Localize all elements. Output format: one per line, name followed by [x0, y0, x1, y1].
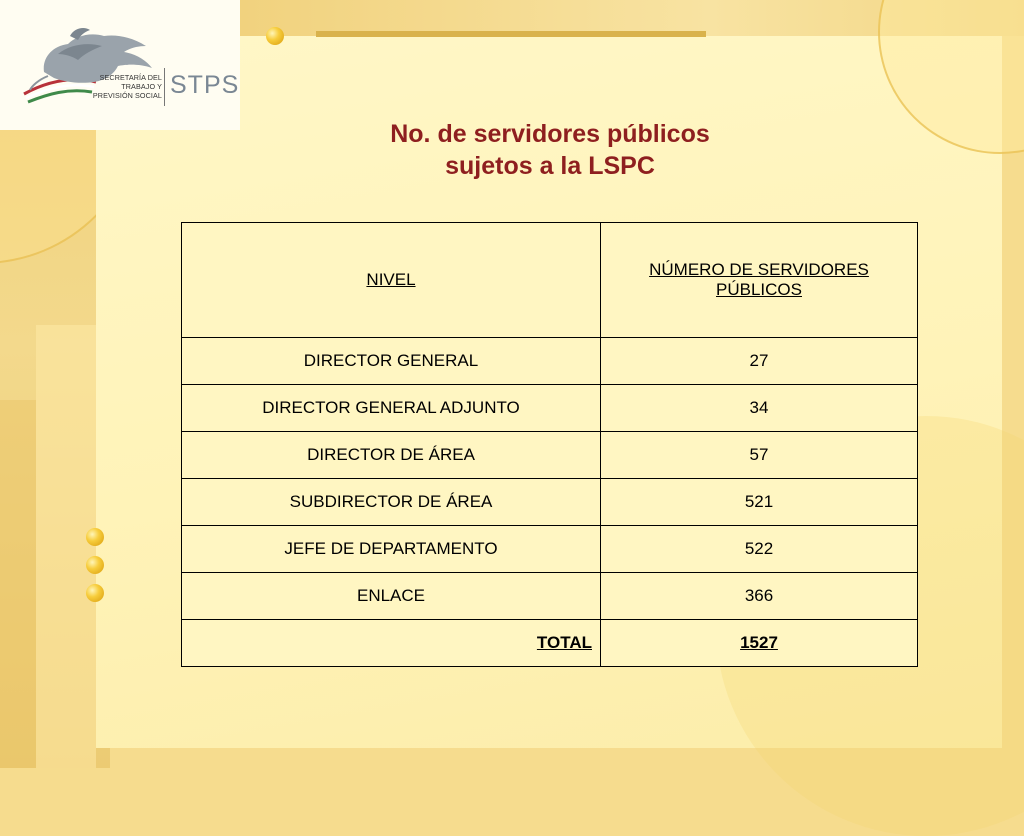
level-cell: SUBDIRECTOR DE ÁREA [182, 479, 601, 526]
level-cell: ENLACE [182, 573, 601, 620]
count-cell: 34 [601, 385, 918, 432]
level-cell: DIRECTOR GENERAL ADJUNTO [182, 385, 601, 432]
logo-divider [164, 68, 165, 106]
logo-acronym: STPS [170, 71, 240, 99]
header-cell-count [601, 223, 918, 338]
title-line-1: No. de servidores públicos [390, 120, 710, 148]
total-label: TOTAL [182, 620, 601, 667]
decorative-dot [266, 27, 284, 45]
count-cell: 57 [601, 432, 918, 479]
count-cell: 521 [601, 479, 918, 526]
table-row [182, 479, 918, 526]
total-value: 1527 [601, 620, 918, 667]
stps-logo [0, 0, 240, 130]
count-cell: 366 [601, 573, 918, 620]
table-header-row [182, 223, 918, 338]
level-cell: JEFE DE DEPARTAMENTO [182, 526, 601, 573]
header-label: NÚMERO DE SERVIDORES PÚBLICOS [649, 260, 869, 299]
logo-line: SECRETARÍA DEL [99, 73, 162, 82]
title-line-2: sujetos a la LSPC [445, 152, 655, 180]
decorative-dot [86, 528, 104, 546]
count-cell: 27 [601, 338, 918, 385]
table-row [182, 573, 918, 620]
table-row [182, 432, 918, 479]
logo-line: PREVISIÓN SOCIAL [92, 91, 162, 100]
logo-line: TRABAJO Y [121, 82, 162, 91]
background-stripe [36, 325, 96, 768]
table-row [182, 526, 918, 573]
header-cell-level [182, 223, 601, 338]
logo-text [86, 73, 162, 100]
table-row [182, 338, 918, 385]
table-total-row [182, 620, 918, 667]
table-row [182, 385, 918, 432]
decorative-dot [86, 584, 104, 602]
level-cell: DIRECTOR GENERAL [182, 338, 601, 385]
level-cell: DIRECTOR DE ÁREA [182, 432, 601, 479]
background-stripe-dark [0, 400, 36, 768]
header-label: NIVEL [366, 270, 416, 289]
count-cell: 522 [601, 526, 918, 573]
decorative-top-bar [316, 31, 706, 37]
decorative-dot [86, 556, 104, 574]
servers-table [181, 222, 918, 667]
page-title [300, 118, 800, 182]
